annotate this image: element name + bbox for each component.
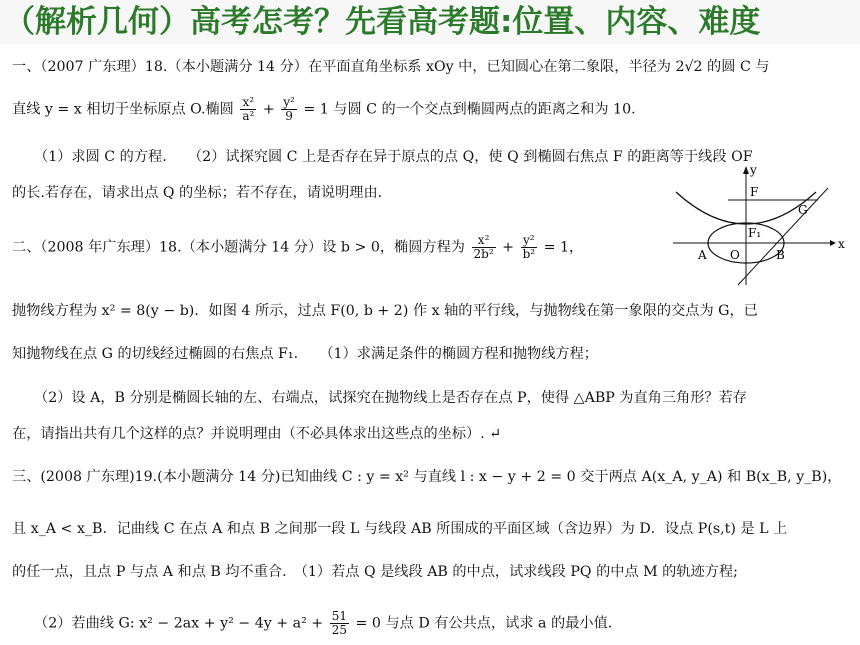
figure-4-svg [668, 160, 848, 290]
figure-4 [668, 160, 848, 290]
y-axis-arrow [743, 166, 749, 174]
p3-line4-b: = 0 与点 D 有公共点，试求 a 的最小值. [355, 615, 613, 632]
p1-line2 [12, 96, 636, 123]
p2-fraction-2 [521, 234, 538, 261]
p1-line4: 的长.若存在，请求出点 Q 的坐标；若不存在，请说明理由. [12, 185, 383, 201]
p1-line1: 一、（2007 广东理）18.（本小题满分 14 分）在平面直角坐标系 xOy 中，已知圆心在第二象限，半径为 2√2 的圆 C 与 [12, 59, 770, 75]
p2-f1-num: x² [472, 234, 496, 248]
p1-fraction-2 [281, 96, 297, 123]
p2-line1-b: = 1， [543, 239, 584, 256]
p2-plus: + [502, 239, 515, 256]
p1-line2-b: = 1 与圆 C 的一个交点到椭圆两点的距离之和为 10. [303, 101, 636, 118]
label-x: x [838, 237, 845, 251]
p2-line3: 知抛物线在点 G 的切线经过椭圆的右焦点 F₁. （1）求满足条件的椭圆方程和抛物线方程； [12, 346, 598, 362]
p3-line4-a: （2）若曲线 G: x² − 2ax + y² − 4y + a² + [34, 615, 324, 632]
p2-line2: 抛物线方程为 x² = 8(y − b)．如图 4 所示，过点 F(0, b + 2) 作 x 轴的平行线，与抛物线在第一象限的交点为 G，已 [12, 303, 758, 319]
label-G: G [798, 203, 808, 217]
p2-f1-den: 2b² [473, 247, 494, 261]
p1-plus: + [262, 101, 275, 118]
p3-line1: 三、(2008 广东理)19.(本小题满分 14 分)已知曲线 C : y = x² 与直线 l : x − y + 2 = 0 交于两点 A(x_A, y_A) 和 B(x_B, y_B)， [12, 469, 842, 485]
label-F: F [750, 185, 759, 199]
p2-line5: 在，请指出共有几个这样的点？并说明理由（不必具体求出这些点的坐标）. ↵ [12, 426, 502, 442]
p3-line3: 的任一点，且点 P 与点 A 和点 B 均不重合. （1）若点 Q 是线段 AB 的中点，试求线段 PQ 的中点 M 的轨迹方程; [12, 564, 738, 580]
slide-title: （解析几何）高考怎考？先看高考题:位置、内容、难度 [4, 4, 761, 40]
p2-fraction-1 [472, 234, 496, 261]
x-axis-arrow [830, 240, 836, 246]
p2-f2-den: b² [522, 247, 536, 261]
p1-f1-num: x² [240, 96, 256, 110]
p1-f2-den: 9 [285, 109, 293, 123]
label-B: B [776, 248, 785, 262]
p3-f-den: 25 [331, 623, 347, 637]
p3-line4 [34, 610, 612, 637]
p2-line4: （2）设 A，B 分别是椭圆长轴的左、右端点，试探究在抛物线上是否存在点 P，使得 △ABP 为直角三角形？若存 [34, 390, 747, 406]
p1-f1-den: a² [242, 109, 255, 123]
p3-f-num: 51 [331, 609, 347, 623]
p1-fraction-1 [240, 96, 256, 123]
p1-line2-a: 直线 y = x 相切于坐标原点 O.椭圆 [12, 101, 234, 118]
title-bar [0, 0, 860, 44]
p3-fraction [330, 610, 349, 637]
label-A: A [698, 248, 707, 262]
label-y: y [750, 163, 757, 177]
p2-line1-a: 二、（2008 年广东理）18.（本小题满分 14 分）设 b > 0，椭圆方程为 [12, 239, 465, 256]
p1-f2-num: y² [283, 95, 295, 109]
p2-line1 [12, 234, 583, 261]
label-F1: F₁ [748, 226, 762, 240]
p2-f2-num: y² [521, 234, 538, 248]
p3-line2: 且 x_A < x_B．记曲线 C 在点 A 和点 B 之间那一段 L 与线段 AB 所围成的平面区域（含边界）为 D．设点 P(s,t) 是 L 上 [12, 521, 788, 537]
p1-line3: （1）求圆 C 的方程. （2）试探究圆 C 上是否存在异于原点的点 Q，使 Q 到椭圆右焦点 F 的距离等于线段 OF [34, 149, 753, 165]
label-O: O [730, 248, 740, 262]
